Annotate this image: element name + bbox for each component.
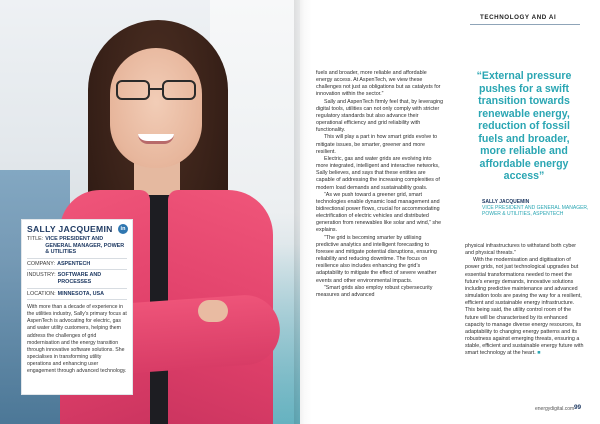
article-paragraph-last xyxy=(465,257,584,357)
profile-row-title xyxy=(27,236,127,259)
page-number: 99 xyxy=(574,404,582,411)
article-paragraph: “As we push toward a greener grid, smart technologies enable dynamic load management and bidirectional power flows, crucial for accommodating electrification of electric vehicles and distributed generation from renewables like solar and wind,” she explains. xyxy=(316,191,442,234)
profile-value: SOFTWARE AND PROCESSES xyxy=(57,272,102,285)
section-rule xyxy=(470,24,580,25)
article-paragraph: This will play a part in how smart grids evolve to mitigate issues, be smarter, greener and more resilient. xyxy=(316,134,438,155)
profile-label: TITLE: xyxy=(27,236,44,242)
profile-label: LOCATION: xyxy=(27,290,56,297)
pull-quote-attribution xyxy=(482,199,592,218)
profile-row-location xyxy=(27,291,127,301)
pull-quote: “External pressure pushes for a swift transition towards renewable energy, reduction of fossil fuels and broader, more reliable and affordable energy access” xyxy=(476,70,572,182)
article-paragraph: “The grid is becoming smarter by utilising predictive analytics and intelligent forecasting to foresee and mitigate potential disruptions, ensuring reliability and reducing downtime. The focus on resilience also includes enhancing the grid’s adaptability to mitigate the effect of severe weather events and other environmental impacts. xyxy=(316,234,437,284)
article-column-2 xyxy=(465,243,584,358)
article-paragraph-text: With the modernisation and digitisation of power grids, not just technological upgrades but essential transformations needed to meet the future’s energy demands, innovative solutions including predictive maintenance and advanced simulation tools are paving the way for a resilient, efficient and sustainable energy infrastructure. This being said, the utility control room of the future will be characterised by its enhanced capacity to manage diverse energy resources, its adaptability to changing energy patterns and its robustness against emerging threats, ensuring a stable, efficient and sustainable energy future with smart technology at the heart. xyxy=(465,257,584,357)
portrait-face xyxy=(110,48,202,168)
profile-value: MINNESOTA, USA xyxy=(57,290,104,297)
article-column-1 xyxy=(316,70,444,299)
footer-publication[interactable]: energydigital.com xyxy=(535,406,575,412)
article-paragraph: Sally and AspenTech firmly feel that, by leveraging digital tools, utilities can not only comply with stricter regulatory standards but also advance their operational efficiency and grid reliability with functionality. xyxy=(316,98,444,134)
portrait-hand xyxy=(198,300,228,322)
profile-row-industry xyxy=(27,272,127,288)
article-paragraph: fuels and broader, more reliable and affordable energy access. At AspenTech, we view these challenges not just as obligations but as catalysts for innovation within the sector.” xyxy=(316,70,441,98)
pull-quote-name: SALLY JACQUEMIN xyxy=(482,199,530,205)
article-paragraph: physical infrastructures to withstand both cyber and physical threats.” xyxy=(465,243,577,257)
linkedin-icon[interactable]: in xyxy=(118,224,128,234)
end-mark-icon: ■ xyxy=(537,350,541,357)
profile-value: VICE PRESIDENT AND GENERAL MANAGER, POWER & UTILITIES xyxy=(45,236,125,256)
profile-label: COMPANY: xyxy=(27,260,56,267)
portrait-smile xyxy=(138,134,174,144)
profile-card xyxy=(21,219,133,395)
pull-quote-title: VICE PRESIDENT AND GENERAL MANAGER, POWER & UTILITIES, ASPENTECH xyxy=(482,205,589,218)
portrait-glasses xyxy=(116,80,196,102)
profile-row-company xyxy=(27,261,127,271)
article-paragraph: Electric, gas and water grids are evolving into more integrated, intelligent and interactive networks, Sally believes, and says that these entities are capable of addressing the increasing complexities of modern load demands and sustainability goals. xyxy=(316,155,440,191)
page-gutter-shadow xyxy=(294,0,312,424)
section-label: TECHNOLOGY AND AI xyxy=(480,14,557,21)
profile-bio: With more than a decade of experience in the utilities industry, Sally's primary focus at AspenTech is advocating for electric, gas and water utility customers, helping them address the challenges of grid modernisation and the energy transition through innovative software solutions. She specialises in transforming utility operations and enhancing user engagement through advanced technology. xyxy=(27,304,127,374)
profile-value: ASPENTECH xyxy=(57,260,91,267)
profile-name: SALLY JACQUEMIN xyxy=(27,224,113,234)
profile-label: INDUSTRY: xyxy=(27,272,56,279)
article-paragraph: “Smart grids also employ robust cybersecurity measures and advanced xyxy=(316,284,433,298)
